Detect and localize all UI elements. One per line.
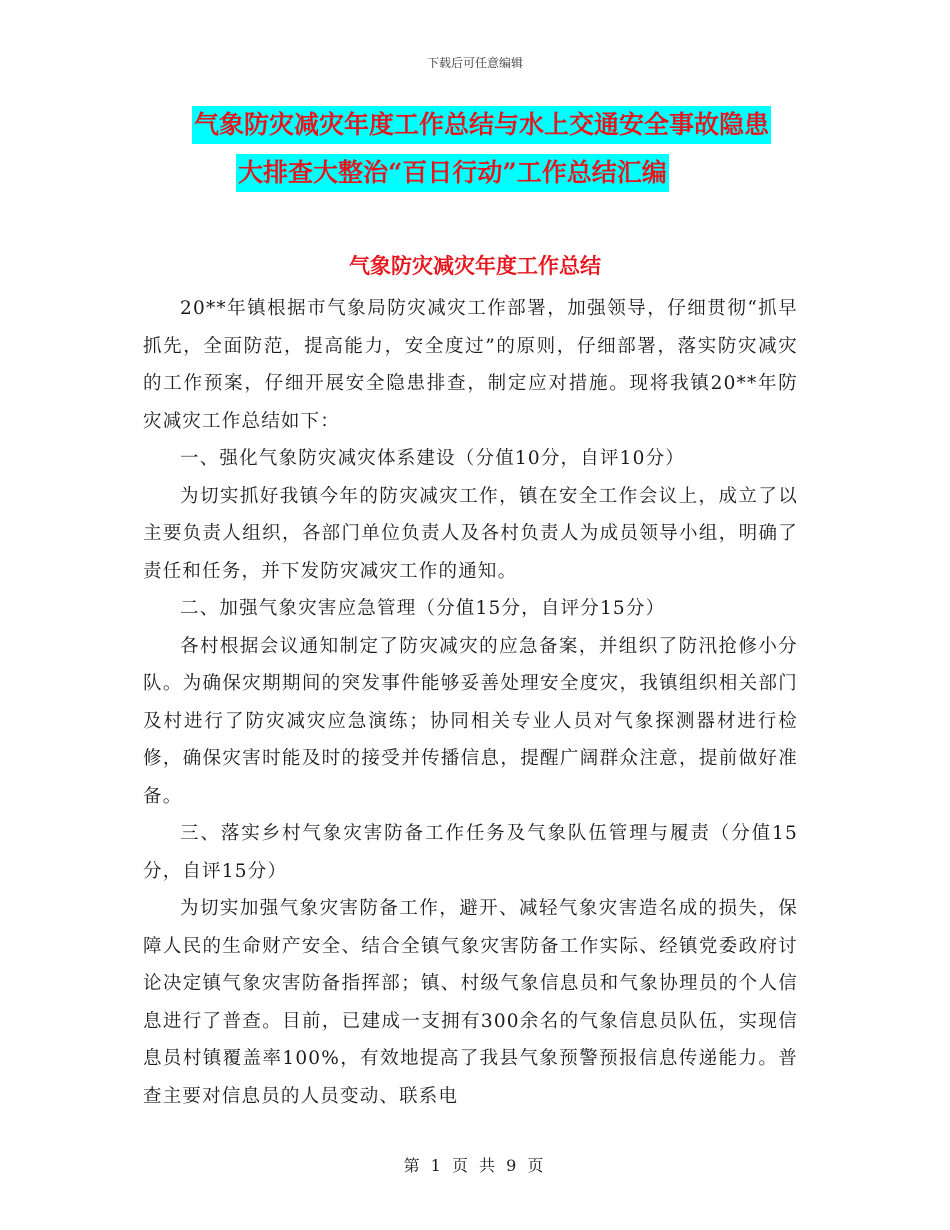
body-text xyxy=(143,290,798,1115)
paragraph-item-3: 为切实加强气象灾害防备工作，避开、减轻气象灾害造名成的损失，保障人民的生命财产安全、结合全镇气象灾害防备工作实际、经镇党委政府讨论决定镇气象灾害防备指挥部；镇、村级气象信息员和气象协理员的个人信息进行了普查。目前，已建成一支拥有300余名的气象信息员队伍，实现信息员村镇覆盖率100%，有效地提高了我县气象预警预报信息传递能力。普查主要对信息员的人员变动、联系电 xyxy=(143,898,798,1107)
section-title: 气象防灾减灾年度工作总结 xyxy=(349,253,601,278)
paragraph-item-1: 为切实抓好我镇今年的防灾减灾工作，镇在安全工作会议上，成立了以主要负责人组织，各部门单位负责人及各村负责人为成员领导小组，明确了责任和任务，并下发防灾减灾工作的通知。 xyxy=(143,485,798,582)
heading-item-2: 二、加强气象灾害应急管理（分值15分，自评分15分） xyxy=(180,598,666,619)
paragraph-item-2: 各村根据会议通知制定了防灾减灾的应急备案，并组织了防汛抢修小分队。为确保灾期期间的突发事件能够妥善处理安全度灾，我镇组织相关部门及村进行了防灾减灾应急演练；协同相关专业人员对气象探测器材进行检修，确保灾害时能及时的接受并传播信息，提醒广阔群众注意，提前做好准备。 xyxy=(143,635,798,807)
page-footer: 第 1 页 共 9 页 xyxy=(403,1156,547,1175)
title-line-1: 气象防灾减灾年度工作总结与水上交通安全事故隐患 xyxy=(192,106,771,144)
header-note: 下载后可任意编辑 xyxy=(426,56,523,70)
paragraph-intro: 20**年镇根据市气象局防灾减灾工作部署，加强领导，仔细贯彻“抓早抓先，全面防范，提高能力，安全度过”的原则，仔细部署，落实防灾减灾的工作预案，仔细开展安全隐患排查，制定应对措施。现将我镇20**年防灾减灾工作总结如下： xyxy=(143,298,798,432)
heading-item-3: 三、落实乡村气象灾害防备工作任务及气象队伍管理与履责（分值15分，自评15分） xyxy=(143,823,798,882)
title-line-2: 大排查大整治“百日行动”工作总结汇编 xyxy=(236,154,669,192)
heading-item-1: 一、强化气象防灾减灾体系建设（分值10分，自评10分） xyxy=(180,448,685,469)
